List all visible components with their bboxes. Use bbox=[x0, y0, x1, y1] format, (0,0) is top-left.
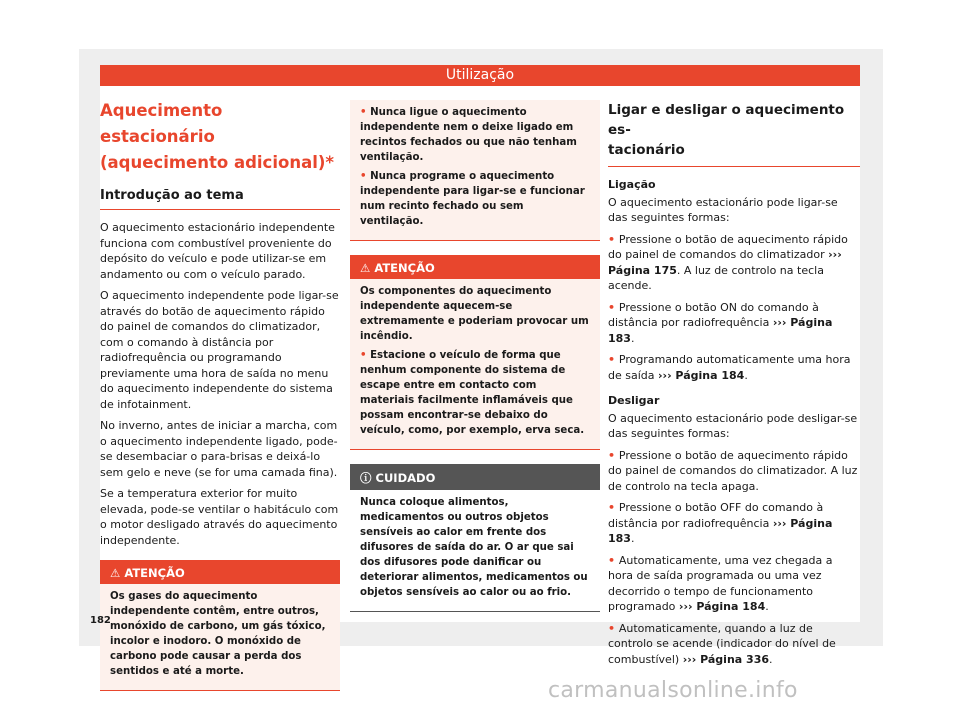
main-title: Aquecimento estacionário (aquecimento adicional)* bbox=[100, 101, 335, 172]
paragraph: O aquecimento independente pode ligar-se através do botão de aquecimento rápido do painel de comandos do climatizador, com o comando à distância por radiofrequência ou programando previamente uma hora de saída no menu do aquecimento independente do sistema de infotainment. bbox=[100, 289, 339, 411]
paragraph: O aquecimento estacionário independente funciona com combustível proveniente do depósito do veículo e pode utilizar-se em andamento ou com o veículo parado. bbox=[100, 221, 335, 281]
list-item: • Pressione o botão de aquecimento rápido do painel de comandos do climatizador. A luz de controlo na tecla apaga. bbox=[608, 448, 860, 495]
list-item: • Pressione o botão ON do comando à distância por radiofrequência ››› Página 183. bbox=[608, 300, 860, 347]
list-item: • Automaticamente, uma vez chegada a hora de saída programada ou uma vez decorrido o tempo de funcionamento programado ››› Página 184. bbox=[608, 553, 860, 615]
page-reference-link[interactable]: ››› Página 184 bbox=[678, 600, 766, 613]
page-reference-link[interactable]: ››› Página 183 bbox=[608, 316, 833, 345]
column-right bbox=[608, 86, 860, 667]
warning-body: Os componentes do aquecimento independente aquecem-se extremamente e poderiam provocar um incêndio. • Estacione o veículo de forma que nenhum componente do sistema de escape entre em contacto com materiais facilmente inflamáveis que possam encontrar-se debaixo do veículo, como, por exemplo, erva seca. bbox=[350, 279, 600, 449]
paragraph: No inverno, antes de iniciar a marcha, com o aquecimento independente ligado, pode-se desembaciar o para-brisas e deixá-lo sem gelo e neve (se for uma camada fina). bbox=[100, 419, 338, 479]
warning-continuation-box bbox=[350, 100, 600, 241]
section-heading: Ligar e desligar o aquecimento es- tacionário bbox=[608, 100, 860, 167]
caution-body: Nunca coloque alimentos, medicamentos ou outros objetos sensíveis ao calor em frente dos difusores de saída do ar. O ar que sai dos difusores pode danificar ou deteriorar alimentos, medicamentos ou objetos sensíveis ao calor ou ao frio. bbox=[360, 497, 588, 598]
chapter-header: Utilização bbox=[100, 65, 860, 86]
subheading-on: Ligação bbox=[608, 178, 656, 191]
paragraph: Se a temperatura exterior for muito elevada, pode-se ventilar o habitáculo com o motor desligado através do aquecimento independente. bbox=[100, 487, 339, 547]
caution-box bbox=[350, 464, 600, 612]
warning-body: Os gases do aquecimento independente contêm, entre outros, monóxido de carbono, um gás tóxico, incolor e inodoro. O monóxido de carbono pode causar a perda dos sentidos e até a morte. bbox=[110, 591, 326, 677]
list-item: • Programando automaticamente uma hora de saída ››› Página 184. bbox=[608, 352, 860, 383]
warning-triangle-icon: ⚠ bbox=[110, 566, 121, 580]
caution-header: ⓘ CUIDADO bbox=[350, 466, 600, 490]
warning-box bbox=[350, 255, 600, 450]
column-left bbox=[100, 86, 340, 691]
watermark: carmanualsonline.info bbox=[548, 678, 798, 703]
list-item: • Pressione o botão OFF do comando à distância por radiofrequência ››› Página 183. bbox=[608, 500, 860, 547]
page-number: 182 bbox=[90, 615, 111, 626]
page-reference-link[interactable]: ››› Página 336 bbox=[682, 652, 769, 666]
list-item: • Automaticamente, quando a luz de controlo se acende (indicador do nível de combustível) ››› Página 336. bbox=[608, 621, 860, 668]
warning-header: ⚠ ATENÇÃO bbox=[100, 562, 340, 584]
column-middle bbox=[340, 86, 600, 612]
warning-item: • Estacione o veículo de forma que nenhum componente do sistema de escape entre em contacto com materiais facilmente inflamáveis que possam encontrar-se debaixo do veículo, como, por exemplo, erva seca. bbox=[360, 348, 590, 438]
list-item: • Pressione o botão de aquecimento rápido do painel de comandos do climatizador ››› Página 175. A luz de controlo na tecla acende. bbox=[608, 232, 860, 294]
warning-item: • Nunca ligue o aquecimento independente nem o deixe ligado em recintos fechados ou que não tenham ventilação. bbox=[360, 105, 590, 165]
warning-item: • Nunca programe o aquecimento independente para ligar-se e funcionar num recinto fechado ou sem ventilação. bbox=[360, 169, 590, 229]
subheading-off: Desligar bbox=[608, 394, 660, 407]
warning-header: ⚠ ATENÇÃO bbox=[350, 257, 600, 279]
section-heading: Introdução ao tema bbox=[100, 188, 340, 210]
paragraph: O aquecimento estacionário pode ligar-se das seguintes formas: bbox=[608, 195, 838, 224]
page-reference-link[interactable]: ››› Página 175 bbox=[608, 248, 842, 277]
warning-triangle-icon: ⚠ bbox=[360, 261, 371, 275]
info-circle-icon: ⓘ bbox=[360, 471, 372, 485]
page-reference-link[interactable]: ››› Página 184 bbox=[658, 368, 745, 382]
page-reference-link[interactable]: ››› Página 183 bbox=[608, 516, 833, 545]
warning-box bbox=[100, 560, 340, 691]
paragraph: O aquecimento estacionário pode desligar-se das seguintes formas: bbox=[608, 411, 858, 440]
